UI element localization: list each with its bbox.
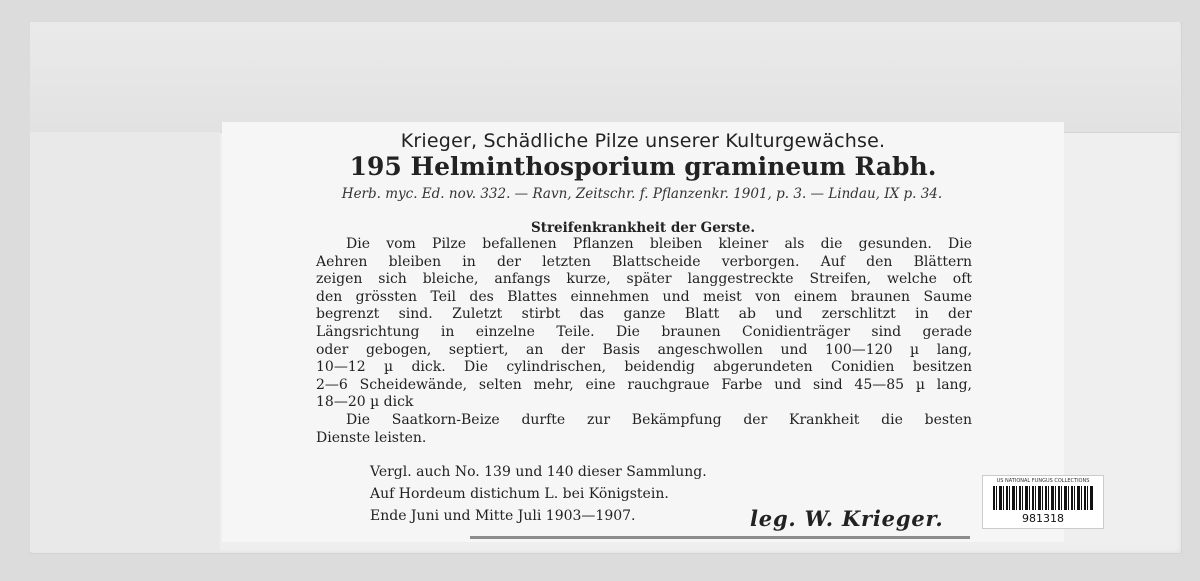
- collector: leg. W. Krieger.: [750, 506, 944, 531]
- description-line: Die vom Pilze befallenen Pflanzen bleiben kleiner als die gesunden. Die: [346, 236, 972, 252]
- series-title: Krieger, Schädliche Pilze unserer Kulturgewächse.: [400, 130, 886, 152]
- barcode-institution: US NATIONAL FUNGUS COLLECTIONS: [996, 478, 1090, 484]
- description-line: den grössten Teil des Blattes einnehmen und meist von einem braunen Saume: [316, 288, 972, 305]
- packet-top-flap: [30, 22, 1180, 133]
- compare-note: Vergl. auch No. 139 und 140 dieser Sammlung.: [370, 464, 707, 480]
- specimen-label: [222, 122, 1064, 542]
- description-line: begrenzt sind. Zuletzt stirbt das ganze Blatt ab und zerschlitzt in der: [316, 306, 972, 323]
- description-line: zeigen sich bleiche, anfangs kurze, später langgestreckte Streifen, welche oft: [316, 271, 972, 288]
- species-heading: [222, 152, 1064, 181]
- description-line: 18—20 µ dick: [316, 394, 414, 411]
- barcode-label: [982, 475, 1104, 529]
- treatment-line: Dienste leisten.: [316, 429, 427, 446]
- description-line: 2—6 Scheidewände, selten mehr, eine rauchgraue Farbe und sind 45—85 µ lang,: [316, 376, 972, 393]
- barcode-number: 981318: [1022, 512, 1064, 525]
- disease-name: Streifenkrankheit der Gerste.: [530, 220, 756, 236]
- host-locality: Auf Hordeum distichum L. bei Königstein.: [370, 486, 669, 502]
- species-name: Helminthosporium gramineum Rabh.: [410, 152, 937, 181]
- barcode-bars: [993, 486, 1093, 510]
- description-line: Längsrichtung in einzelne Teile. Die braunen Conidienträger sind gerade: [316, 323, 972, 340]
- description-line: oder gebogen, septiert, an der Basis angeschwollen und 100—120 µ lang,: [316, 341, 972, 358]
- treatment-line: Die Saatkorn-Beize durfte zur Bekämpfung der Krankheit die besten: [346, 411, 972, 428]
- description-line: 10—12 µ dick. Die cylindrischen, beidendig abgerundeten Conidien besitzen: [316, 359, 972, 376]
- collection-date: Ende Juni und Mitte Juli 1903—1907.: [370, 508, 636, 524]
- exsiccata-number: 195: [349, 152, 402, 181]
- description: [316, 236, 972, 447]
- packet-left-flap: [30, 132, 220, 552]
- bottom-rule: [470, 536, 970, 539]
- literature-references: Herb. myc. Ed. nov. 332. — Ravn, Zeitschr. f. Pflanzenkr. 1901, p. 3. — Lindau, IX p. 34.: [341, 186, 943, 202]
- description-line: Aehren bleiben in der letzten Blattscheide verborgen. Auf den Blättern: [316, 253, 972, 270]
